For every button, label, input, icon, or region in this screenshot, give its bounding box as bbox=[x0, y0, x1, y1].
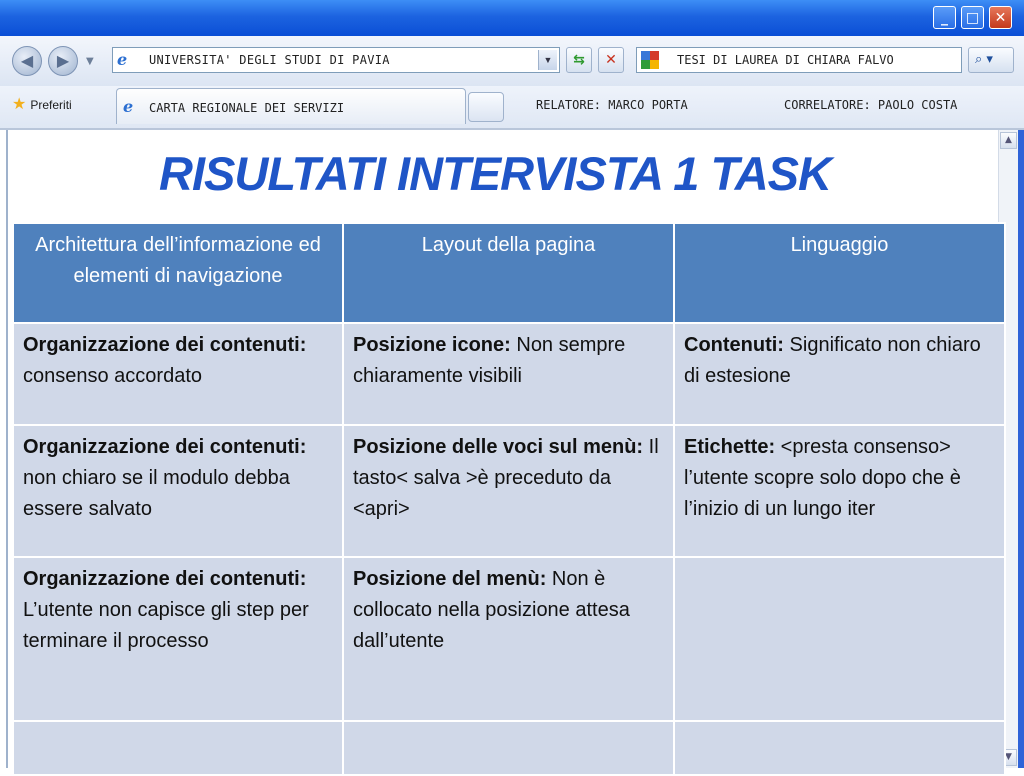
header-layout: Layout della pagina bbox=[343, 223, 674, 323]
cell-label: Posizione icone: bbox=[353, 334, 511, 356]
cell-label: Contenuti: bbox=[684, 334, 784, 356]
address-input[interactable]: UNIVERSITA' DEGLI STUDI DI PAVIA bbox=[149, 53, 390, 67]
history-dropdown-icon[interactable]: ▼ bbox=[86, 56, 94, 67]
table-cell bbox=[343, 721, 674, 775]
navigation-row bbox=[0, 36, 1024, 86]
browser-toolbar bbox=[0, 36, 1024, 130]
google-icon bbox=[641, 51, 659, 69]
cell-label: Organizzazione dei contenuti: bbox=[23, 334, 307, 356]
window-border bbox=[1018, 130, 1024, 768]
favorites-tab-row bbox=[0, 86, 1024, 128]
favorites-label: Preferiti bbox=[30, 98, 72, 112]
forward-icon[interactable]: ▶ bbox=[48, 46, 78, 76]
window-titlebar bbox=[0, 0, 1024, 36]
close-icon[interactable]: ✕ bbox=[989, 6, 1012, 29]
table-cell bbox=[674, 323, 1005, 425]
table-cell bbox=[674, 557, 1005, 721]
table-header-row bbox=[13, 223, 1005, 323]
header-architettura: Architettura dell’informazione ed elementi di navigazione bbox=[13, 223, 343, 323]
table-cell bbox=[343, 425, 674, 557]
cell-label: Etichette: bbox=[684, 436, 776, 458]
tab-title: CARTA REGIONALE DEI SERVIZI bbox=[149, 101, 345, 115]
table-cell bbox=[13, 557, 343, 721]
table-cell bbox=[674, 721, 1005, 775]
maximize-icon[interactable]: □ bbox=[961, 6, 984, 29]
minimize-icon[interactable]: _ bbox=[933, 6, 956, 29]
cell-text: non chiaro se il modulo debba essere salvato bbox=[23, 467, 290, 520]
scroll-up-icon[interactable]: ▲ bbox=[1000, 132, 1017, 149]
table-row bbox=[13, 425, 1005, 557]
search-icon[interactable]: ⌕ ▾ bbox=[968, 47, 1014, 73]
cell-text: Il tasto< salva >è preceduto da <apri> bbox=[353, 436, 659, 520]
table-cell bbox=[343, 557, 674, 721]
table-row bbox=[13, 557, 1005, 721]
new-tab-button[interactable] bbox=[468, 92, 504, 122]
table-cell bbox=[13, 721, 343, 775]
address-dropdown-icon[interactable]: ▼ bbox=[538, 50, 557, 70]
table-cell bbox=[13, 425, 343, 557]
back-icon[interactable]: ◀ bbox=[12, 46, 42, 76]
cell-label: Posizione del menù: bbox=[353, 568, 547, 590]
ie-page-icon: e bbox=[117, 50, 128, 69]
cell-text: consenso accordato bbox=[23, 365, 203, 387]
slide-title: RISULTATI INTERVISTA 1 TASK bbox=[159, 147, 831, 200]
stop-icon[interactable]: ✕ bbox=[598, 47, 624, 73]
refresh-icon[interactable]: ⇆ bbox=[566, 47, 592, 73]
scroll-down-icon[interactable]: ▼ bbox=[1000, 749, 1017, 766]
search-bar[interactable] bbox=[636, 47, 962, 73]
cell-text: Significato non chiaro di estesione bbox=[684, 334, 981, 387]
cell-label: Posizione delle voci sul menù: bbox=[353, 436, 644, 458]
cell-text: <presta consenso> l’utente scopre solo dopo che è l’inizio di un lungo iter bbox=[684, 436, 961, 520]
cell-text: Non è collocato nella posizione attesa dall’utente bbox=[353, 568, 630, 652]
table-row-empty bbox=[13, 721, 1005, 775]
results-table bbox=[12, 222, 1006, 776]
search-input[interactable]: TESI DI LAUREA DI CHIARA FALVO bbox=[677, 53, 894, 67]
cell-text: L’utente non capisce gli step per terminare il processo bbox=[23, 599, 309, 652]
correlatore-text: CORRELATORE: PAOLO COSTA bbox=[784, 98, 958, 112]
ie-tab-icon: e bbox=[123, 97, 134, 116]
header-linguaggio: Linguaggio bbox=[674, 223, 1005, 323]
cell-label: Organizzazione dei contenuti: bbox=[23, 568, 307, 590]
table-cell bbox=[13, 323, 343, 425]
cell-text: Non sempre chiaramente visibili bbox=[353, 334, 626, 387]
cell-label: Organizzazione dei contenuti: bbox=[23, 436, 307, 458]
table-cell bbox=[674, 425, 1005, 557]
address-bar[interactable] bbox=[112, 47, 560, 73]
table-row bbox=[13, 323, 1005, 425]
tab-active[interactable] bbox=[116, 88, 466, 124]
relatore-text: RELATORE: MARCO PORTA bbox=[536, 98, 688, 112]
star-icon: ★ bbox=[12, 94, 27, 113]
table-cell bbox=[343, 323, 674, 425]
favorites-button[interactable] bbox=[12, 94, 72, 113]
